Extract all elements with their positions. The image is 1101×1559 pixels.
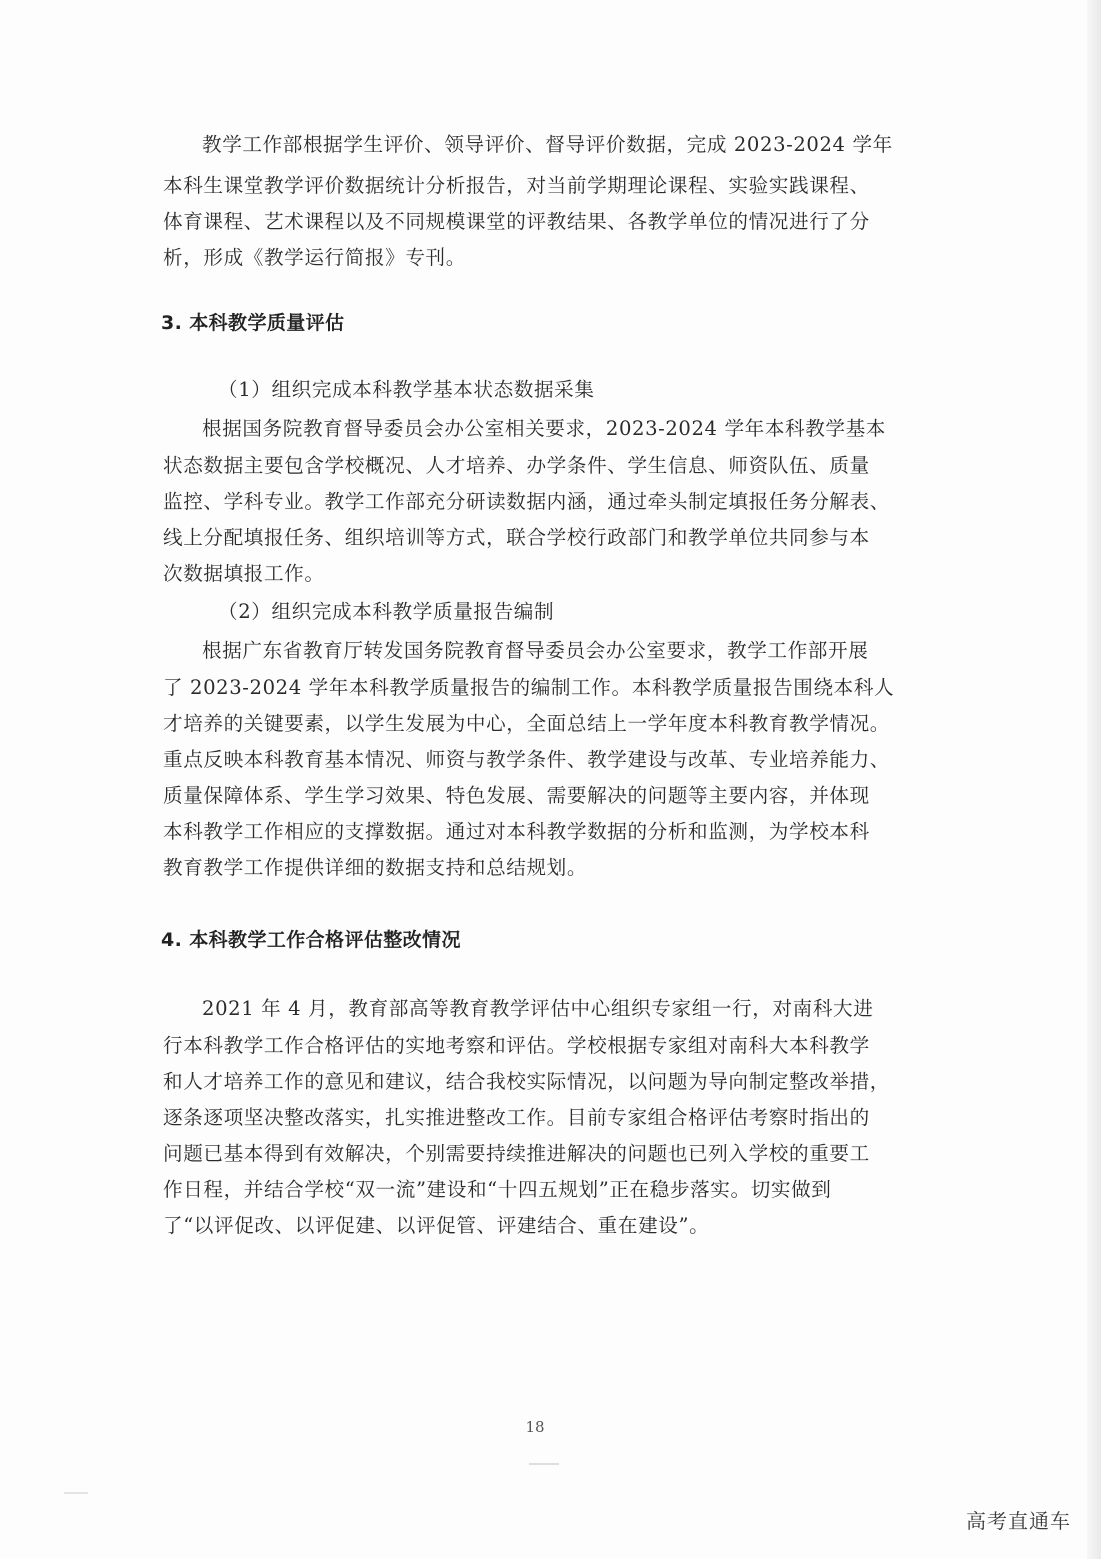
section-3-para-1-line: 状态数据主要包含学校概况、人才培养、办学条件、学生信息、师资队伍、质量 [163, 454, 870, 477]
watermark: 高考直通车 [966, 1509, 1071, 1533]
section-4-para-line: 逐条逐项坚决整改落实，扎实推进整改工作。目前专家组合格评估考察时指出的 [163, 1106, 870, 1129]
section-3-para-1-line: 根据国务院教育督导委员会办公室相关要求，2023-2024 学年本科教学基本 [202, 417, 887, 440]
section-3-para-2-line: 本科教学工作相应的支撑数据。通过对本科教学数据的分析和监测，为学校本科 [163, 820, 870, 843]
section-4-para-line: 2021 年 4 月，教育部高等教育教学评估中心组织专家组一行，对南科大进 [202, 997, 874, 1020]
margin-mark [64, 1492, 88, 1494]
paragraph-1-line: 析，形成《教学运行简报》专刊。 [163, 246, 466, 269]
section-3-para-2-line: 质量保障体系、学生学习效果、特色发展、需要解决的问题等主要内容，并体现 [163, 784, 870, 807]
section-4-heading: 4. 本科教学工作合格评估整改情况 [161, 929, 461, 951]
section-3-para-2-line: 了 2023-2024 学年本科教学质量报告的编制工作。本科教学质量报告围绕本科人 [163, 676, 895, 699]
section-3-subheading-2: （2）组织完成本科教学质量报告编制 [218, 600, 555, 623]
paragraph-1-line: 教学工作部根据学生评价、领导评价、督导评价数据，完成 2023-2024 学年 [202, 133, 893, 156]
section-3-para-1-line: 线上分配填报任务、组织培训等方式，联合学校行政部门和教学单位共同参与本 [163, 526, 870, 549]
section-3-heading: 3. 本科教学质量评估 [161, 312, 345, 334]
section-3-subheading-1: （1）组织完成本科教学基本状态数据采集 [218, 378, 595, 401]
section-4-para-line: 行本科教学工作合格评估的实地考察和评估。学校根据专家组对南科大本科教学 [163, 1034, 870, 1057]
paragraph-1-line: 体育课程、艺术课程以及不同规模课堂的评教结果、各教学单位的情况进行了分 [163, 210, 870, 233]
paragraph-1-line: 本科生课堂教学评价数据统计分析报告，对当前学期理论课程、实验实践课程、 [163, 174, 870, 197]
page-edge-shadow [1087, 0, 1101, 1559]
section-3-para-1-line: 次数据填报工作。 [163, 562, 325, 585]
section-3-para-1-line: 监控、学科专业。教学工作部充分研读数据内涵，通过牵头制定填报任务分解表、 [163, 490, 890, 513]
section-3-para-2-line: 根据广东省教育厅转发国务院教育督导委员会办公室要求，教学工作部开展 [202, 639, 869, 662]
section-4-para-line: 问题已基本得到有效解决，个别需要持续推进解决的问题也已列入学校的重要工 [163, 1142, 870, 1165]
section-4-para-line: 了“以评促改、以评促建、以评促管、评建结合、重在建设”。 [163, 1214, 710, 1237]
section-3-para-2-line: 重点反映本科教育基本情况、师资与教学条件、教学建设与改革、专业培养能力、 [163, 748, 890, 771]
section-4-para-line: 和人才培养工作的意见和建议，结合我校实际情况，以问题为导向制定整改举措， [163, 1070, 890, 1093]
page-number: 18 [525, 1418, 545, 1436]
section-3-para-2-line: 教育教学工作提供详细的数据支持和总结规划。 [163, 856, 588, 879]
section-3-para-2-line: 才培养的关键要素，以学生发展为中心，全面总结上一学年度本科教育教学情况。 [163, 712, 890, 735]
footer-dash [529, 1463, 559, 1465]
section-4-para-line: 作日程，并结合学校“双一流”建设和“十四五规划”正在稳步落实。切实做到 [163, 1178, 832, 1201]
